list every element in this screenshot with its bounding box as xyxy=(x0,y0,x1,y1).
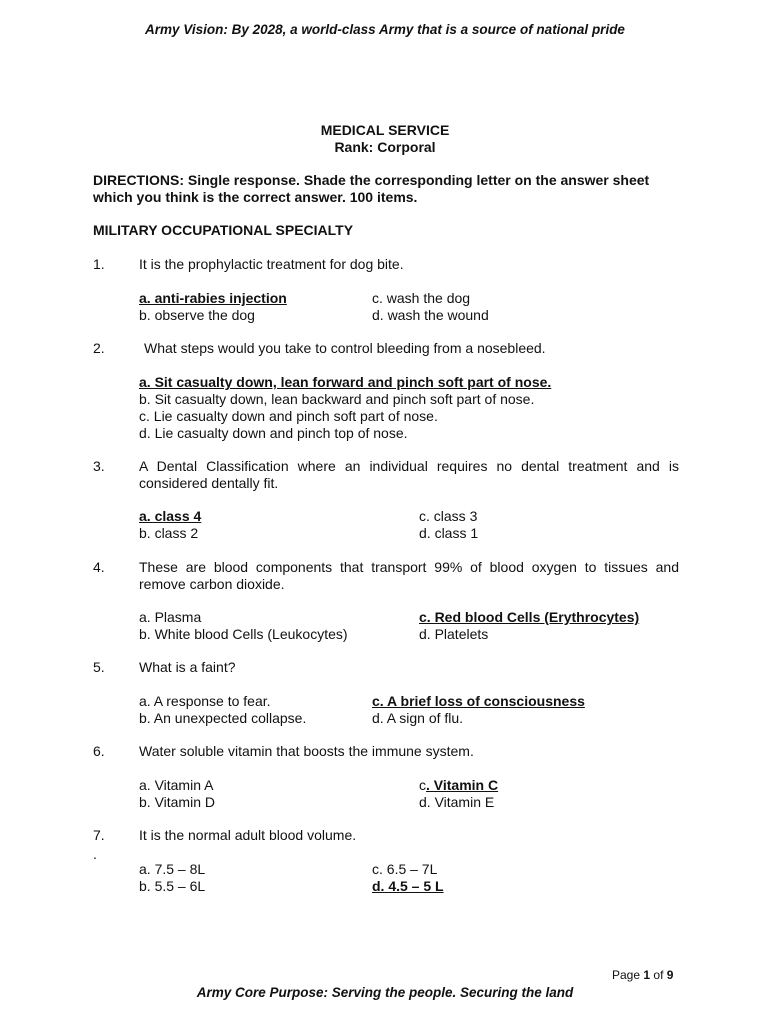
question-text: What is a faint? xyxy=(139,659,236,675)
document-title xyxy=(0,122,770,156)
option-a: a. anti-rabies injection xyxy=(139,290,287,306)
option-d: d. 4.5 – 5 L xyxy=(372,878,444,894)
option-b: b. class 2 xyxy=(139,525,199,541)
option-c xyxy=(419,777,498,794)
option-c: c. Red blood Cells (Erythrocytes) xyxy=(419,609,640,625)
page-current: 1 xyxy=(643,968,651,982)
option-d: d. Lie casualty down and pinch top of nose. xyxy=(139,425,408,441)
option-c: c. wash the dog xyxy=(372,290,471,306)
page-total: 9 xyxy=(666,968,674,982)
option-b: b. Vitamin D xyxy=(139,794,215,810)
option-b: b. observe the dog xyxy=(139,307,255,323)
option-a: a. Plasma xyxy=(139,609,202,625)
question-number: 7. xyxy=(93,827,105,843)
option-b: b. White blood Cells (Leukocytes) xyxy=(139,626,348,642)
option-c: c. class 3 xyxy=(419,508,478,524)
option-c-answer: . Vitamin C xyxy=(426,777,499,793)
page-number xyxy=(612,968,673,982)
option-d: d. Vitamin E xyxy=(419,794,495,810)
option-c: c. A brief loss of consciousness xyxy=(372,693,585,709)
question-number: 5. xyxy=(93,659,105,675)
option-c: c. 6.5 – 7L xyxy=(372,861,438,877)
question-text: It is the prophylactic treatment for dog bite. xyxy=(139,256,404,272)
option-c: c. Lie casualty down and pinch soft part of nose. xyxy=(139,408,438,424)
option-b: b. An unexpected collapse. xyxy=(139,710,307,726)
question-number: 6. xyxy=(93,743,105,759)
question-text: Water soluble vitamin that boosts the immune system. xyxy=(139,743,474,759)
question-text: These are blood components that transport 99% of blood oxygen to tissues and remove carbon dioxide. xyxy=(139,559,679,592)
stray-dot: . xyxy=(93,846,97,862)
option-c-letter: c xyxy=(419,777,426,793)
header-vision: Army Vision: By 2028, a world-class Army that is a source of national pride xyxy=(145,22,625,37)
option-b: b. Sit casualty down, lean backward and pinch soft part of nose. xyxy=(139,391,535,407)
option-b: b. 5.5 – 6L xyxy=(139,878,206,894)
option-d: d. wash the wound xyxy=(372,307,489,323)
directions-text: DIRECTIONS: Single response. Shade the corresponding letter on the answer sheet which you think is the correct answer. 100 items. xyxy=(93,172,650,205)
section-title: MILITARY OCCUPATIONAL SPECIALTY xyxy=(93,222,354,238)
option-a: a. class 4 xyxy=(139,508,202,524)
page-of: of xyxy=(653,968,664,982)
option-a: a. Vitamin A xyxy=(139,777,214,793)
option-d: d. Platelets xyxy=(419,626,489,642)
option-d: d. A sign of flu. xyxy=(372,710,464,726)
footer-purpose: Army Core Purpose: Serving the people. Securing the land xyxy=(196,985,574,1000)
option-d: d. class 1 xyxy=(419,525,479,541)
title-rank: Rank: Corporal xyxy=(334,139,436,155)
question-number: 4. xyxy=(93,559,105,575)
title-line1: MEDICAL SERVICE xyxy=(320,122,450,138)
question-number: 3. xyxy=(93,458,105,474)
question-text: A Dental Classification where an individual requires no dental treatment and is considered dentally fit. xyxy=(139,458,679,491)
option-a: a. 7.5 – 8L xyxy=(139,861,206,877)
question-number: 1. xyxy=(93,256,105,272)
page-label: Page xyxy=(612,968,641,982)
option-a: a. A response to fear. xyxy=(139,693,271,709)
question-text: What steps would you take to control bleeding from a nosebleed. xyxy=(144,340,546,356)
option-a: a. Sit casualty down, lean forward and pinch soft part of nose. xyxy=(139,374,552,390)
question-number: 2. xyxy=(93,340,105,356)
question-text: It is the normal adult blood volume. xyxy=(139,827,357,843)
